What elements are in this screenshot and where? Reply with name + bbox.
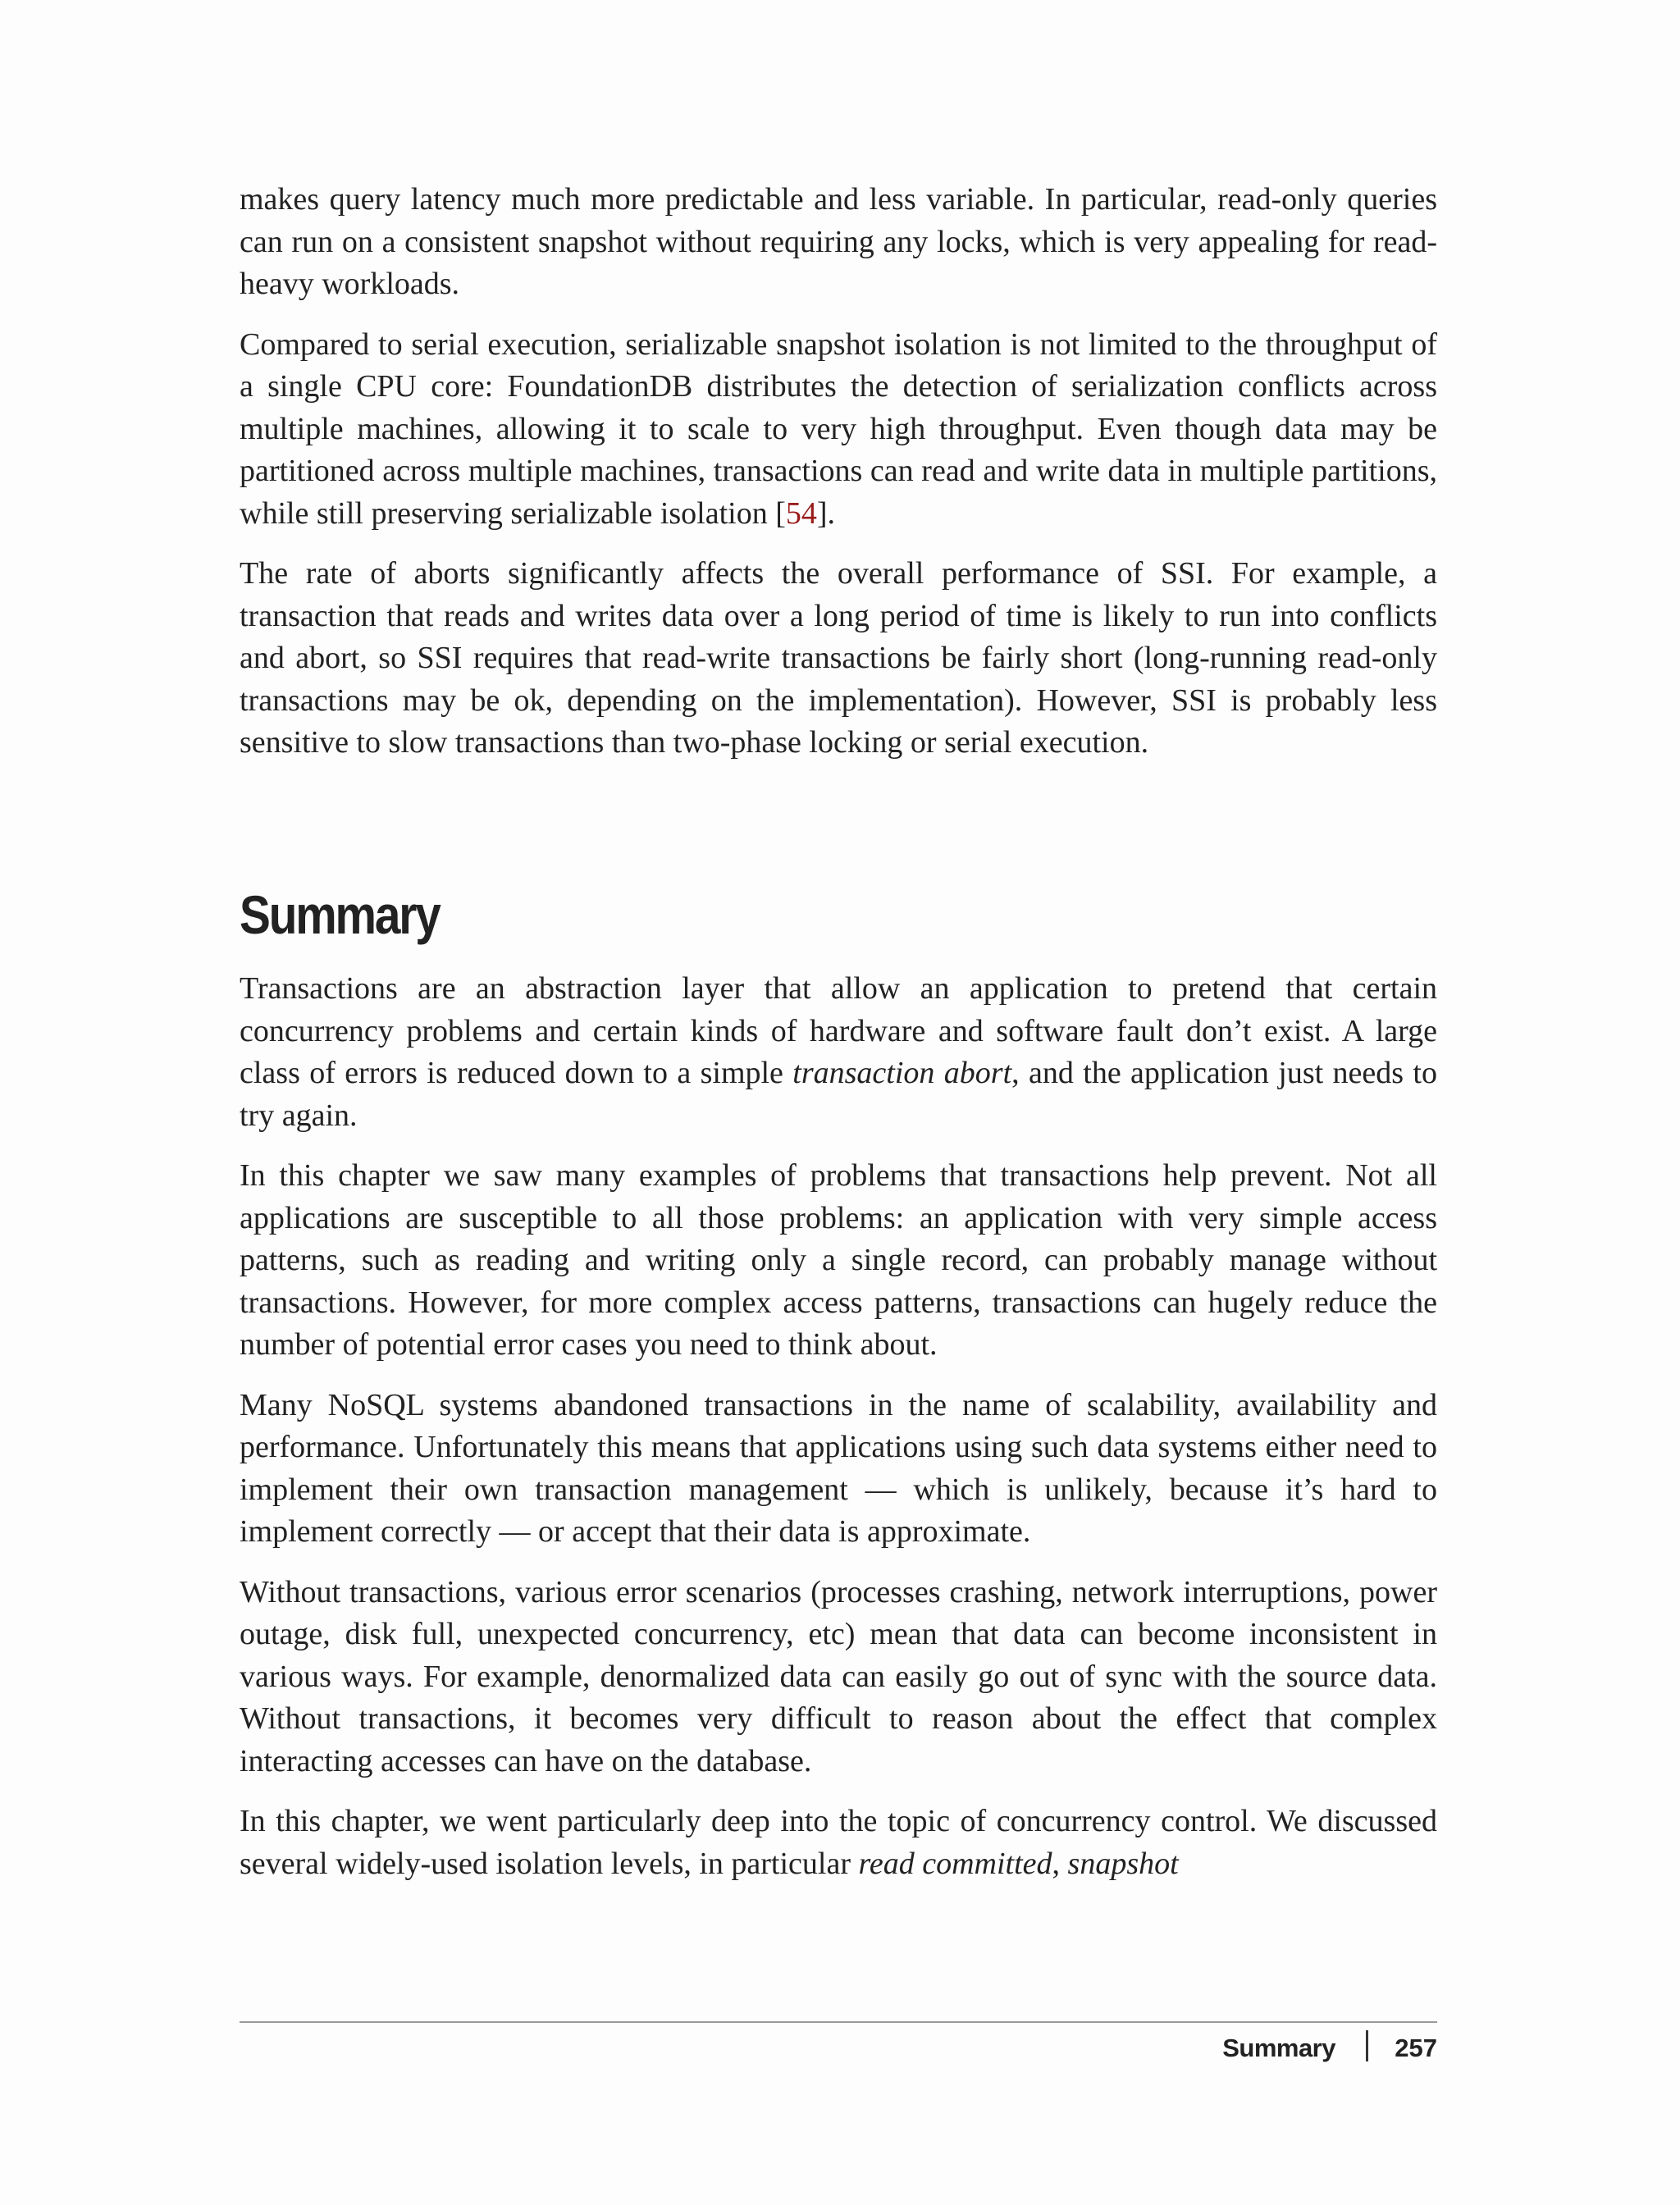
paragraph-latency: makes query latency much more predictable and less variable. In particular, read-only queries can run on a consistent snapshot without requiring any locks, which is very appealing for read-heavy workloads. [240, 182, 1437, 301]
section-heading-wrapper [240, 882, 1437, 947]
body-text-summary [240, 968, 1437, 1885]
page-footer [240, 2030, 1437, 2071]
paragraph-text: In this chapter, we went particularly deep into the topic of concurrency control. We discussed several widely-used isolation levels, in particular [240, 1804, 1437, 1881]
paragraph-text: Compared to serial execution, serializable snapshot isolation is not limited to the throughput of a single CPU core: FoundationDB distributes the detection of serialization conflicts across multiple machines, allowing it to scale to very high throughput. Even though data may be partitioned across multiple machines, transactions can read and write data in multiple partitions, while still preserving serializable isolation [ [240, 326, 1437, 531]
paragraph-text: Transactions are an abstraction layer that allow an application to pretend that certain concurrency problems and certain kinds of hardware and software fault don’t exist. A large class of errors is reduced down to a simple [240, 971, 1437, 1090]
paragraph-concurrency-control [240, 1801, 1437, 1885]
emphasis-term: transaction abort [792, 1056, 1012, 1090]
paragraph-nosql: Many NoSQL systems abandoned transactions in the name of scalability, availability and performance. Unfortunately this means that applications using such data systems either need to implement their own transaction management — which is unlikely, because it’s hard to implement correctly — or accept that their data is approximate. [240, 1387, 1437, 1549]
emphasis-term: read committed [858, 1846, 1052, 1881]
footer-section-title: Summary [1222, 2034, 1335, 2062]
paragraph-examples: In this chapter we saw many examples of problems that transactions help prevent. Not all applications are susceptible to all those problems: an application with very simple access patterns, such as reading and writing only a single record, can probably manage without transactions. However, for more complex access patterns, transactions can hugely reduce the number of potential error cases you need to think about. [240, 1158, 1437, 1362]
citation-link[interactable]: 54 [785, 495, 817, 531]
section-heading: Summary [240, 884, 440, 945]
page-number: 257 [1395, 2034, 1437, 2062]
footer-separator [1366, 2030, 1368, 2061]
paragraph-without-transactions: Without transactions, various error scenarios (processes crashing, network interruptions, power outage, disk full, unexpected concurrency, etc) mean that data can become inconsistent in various ways. For example, denormalized data can easily go out of sync with the source data. Without transactions, it becomes very difficult to reason about the effect that complex interacting accesses can have on the database. [240, 1574, 1437, 1778]
paragraph-text: , and the application just needs to try again. [240, 1056, 1437, 1133]
paragraph-text: , [1052, 1846, 1068, 1881]
paragraph-serial-comparison [240, 324, 1437, 536]
emphasis-term: snapshot [1067, 1846, 1179, 1881]
paragraph-text: ]. [816, 495, 836, 531]
footer-rule [240, 2021, 1437, 2023]
paragraph-abstraction [240, 968, 1437, 1137]
paragraph-abort-rate: The rate of aborts significantly affects the overall performance of SSI. For example, a transaction that reads and writes data over a long period of time is likely to run into conflicts and abort, so SSI requires that read-write transactions be fairly short (long-running read-only transactions may be ok, depending on the implementation). However, SSI is probably less sensitive to slow transactions than two-phase locking or serial execution. [240, 556, 1437, 760]
body-text-top [240, 179, 1437, 765]
